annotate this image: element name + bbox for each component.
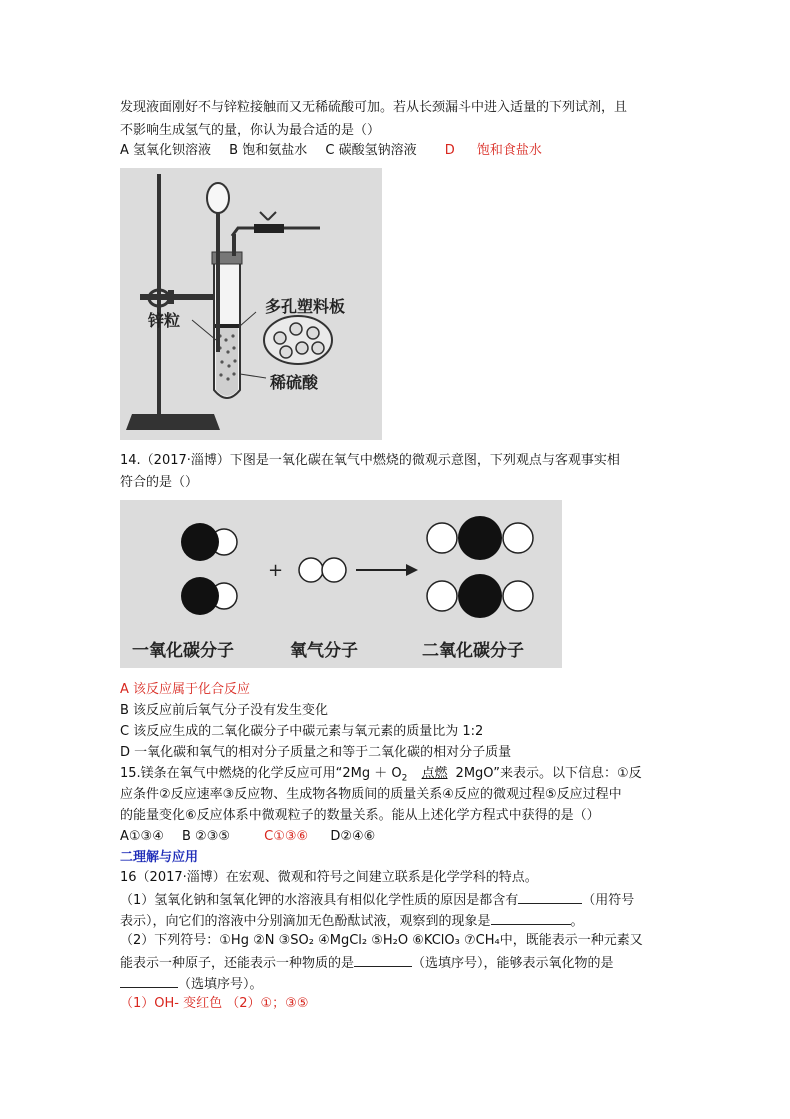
q15-line3: 的能量变化⑥反应体系中微观粒子的数量关系。能从上述化学方程式中获得的是（） [120, 808, 600, 823]
q16-blank-1[interactable] [518, 890, 582, 904]
label-zinc: 锌粒 [148, 311, 181, 330]
q15-condition: 点燃 [421, 766, 448, 781]
q15-options [120, 828, 375, 846]
q16-line5-part-b: （选填序号），能够表示氧化物的是 [412, 956, 614, 971]
q15-option-a: A①③④ [120, 829, 164, 844]
q15-line1 [120, 765, 642, 788]
section-title: 二理解与应用 [120, 850, 199, 865]
q13-option-b: B 饱和氨盐水 [229, 143, 308, 158]
q16-line4: （2）下列符号：①Hg ②N ③SO₂ ④MgCl₂ ⑤H₂O ⑥KClO₃ ⑦CH₄中，既能表示一种元素又 [120, 933, 643, 948]
q16-line2 [120, 890, 634, 910]
q15-line1-part-a: 15.镁条在氧气中燃烧的化学反应可用“2Mg ＋ O [120, 766, 402, 781]
q13-option-d-letter: D [444, 143, 455, 158]
q15-subscript: 2 [401, 773, 408, 784]
q16-line5 [120, 953, 614, 973]
q14-line2: 符合的是（） [120, 475, 199, 490]
q16-line1: 16（2017·淄博）在宏观、微观和符号之间建立联系是化学学科的特点。 [120, 870, 538, 885]
q15-line1-part-b: 2MgO”来表示。以下信息：①反 [455, 766, 642, 781]
label-o2-molecule: 氧气分子 [290, 641, 358, 661]
q14-choice-d: D 一氧化碳和氧气的相对分子质量之和等于二氧化碳的相对分子质量 [120, 745, 512, 760]
q16-line5-part-a: 能表示一种原子，还能表示一种物质的是 [120, 956, 355, 971]
label-co-molecule: 一氧化碳分子 [132, 641, 234, 661]
label-dilute-acid: 稀硫酸 [270, 373, 319, 392]
molecule-figure [120, 500, 562, 668]
q13-line2: 不影响生成氢气的量，你认为最合适的是（） [120, 123, 381, 138]
q14-line1: 14.（2017·淄博）下图是一氧化碳在氧气中燃烧的微观示意图，下列观点与客观事实相 [120, 453, 620, 468]
q14-choice-b: B 该反应前后氧气分子没有发生变化 [120, 703, 329, 718]
q16-blank-2[interactable] [491, 911, 571, 925]
q15-option-c: C①③⑥ [264, 829, 309, 844]
apparatus-figure [120, 168, 382, 440]
q16-blank-3[interactable] [354, 953, 412, 967]
q14-choice-a: A 该反应属于化合反应 [120, 682, 251, 697]
q14-choice-c: C 该反应生成的二氧化碳分子中碳元素与氧元素的质量比为 1:2 [120, 724, 484, 739]
q16-line2-part-a: （1）氢氧化钠和氢氧化钾的水溶液具有相似化学性质的原因是都含有 [120, 893, 519, 908]
q13-option-a: A 氢氧化钡溶液 [120, 143, 212, 158]
q13-option-d-text: 饱和食盐水 [476, 143, 542, 158]
q15-option-d: D②④⑥ [330, 829, 376, 844]
q16-line3 [120, 911, 584, 931]
label-porous-plate: 多孔塑料板 [265, 297, 346, 316]
label-co2-molecule: 二氧化碳分子 [422, 641, 524, 661]
q16-line6-text: （选填序号）。 [178, 977, 263, 992]
q16-line3-part-b: 。 [570, 914, 584, 929]
q16-line2-part-b: （用符号 [582, 893, 635, 908]
plus-sign: + [268, 560, 284, 581]
q16-line6 [120, 974, 263, 994]
q15-option-b: B ②③⑤ [182, 829, 231, 844]
q16-line3-part-a: 表示），向它们的溶液中分别滴加无色酚酞试液，观察到的现象是 [120, 914, 491, 929]
q13-options [120, 142, 542, 160]
q16-answer: （1）OH- 变红色 （2）①；③⑤ [120, 996, 309, 1011]
q13-line1: 发现液面刚好不与锌粒接触而又无稀硫酸可加。若从长颈漏斗中进入适量的下列试剂，且 [120, 100, 628, 115]
q13-option-c: C 碳酸氢钠溶液 [325, 143, 417, 158]
q15-line2: 应条件②反应速率③反应物、生成物各物质间的质量关系④反应的微观过程⑤反应过程中 [120, 787, 622, 802]
q16-blank-4[interactable] [120, 974, 178, 988]
